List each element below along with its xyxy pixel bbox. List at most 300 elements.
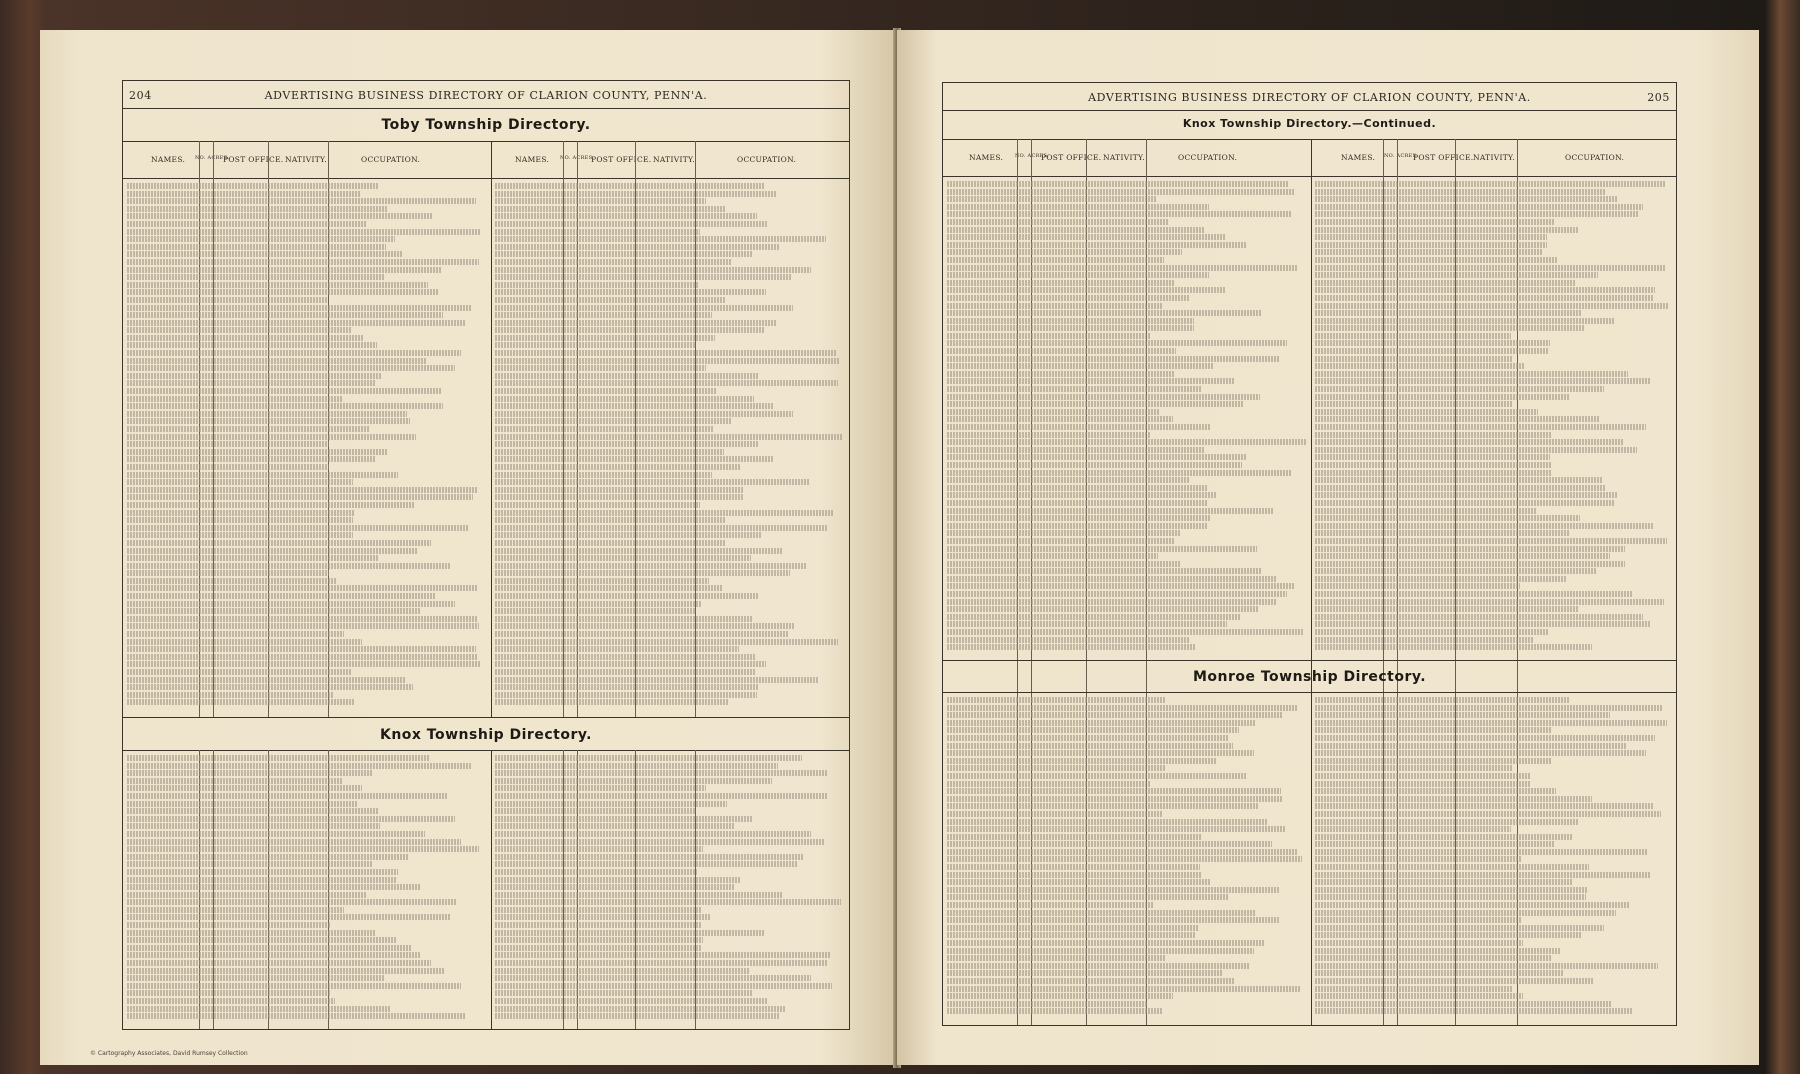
print-line — [127, 297, 328, 303]
print-line — [127, 960, 431, 966]
col-occupation-2: OCCUPATION. — [737, 155, 797, 164]
print-line — [1315, 765, 1513, 771]
print-line — [127, 388, 442, 394]
print-line — [947, 295, 1190, 301]
print-line — [495, 365, 706, 371]
print-line — [1315, 834, 1573, 840]
print-line — [947, 796, 1282, 802]
print-line — [1315, 735, 1655, 741]
print-line — [127, 532, 353, 538]
print-line — [1315, 1008, 1633, 1014]
print-line — [1315, 948, 1560, 954]
print-line — [495, 998, 768, 1004]
print-line — [947, 819, 1268, 825]
print-line — [495, 388, 717, 394]
print-line — [947, 211, 1292, 217]
col-acres-2: NO. ACRES. — [560, 155, 595, 161]
print-line — [495, 839, 825, 845]
print-line — [947, 333, 1150, 339]
print-line — [495, 1013, 779, 1019]
print-line — [495, 403, 774, 409]
print-line — [947, 940, 1265, 946]
print-line — [127, 578, 336, 584]
print-line — [495, 654, 756, 660]
print-line — [947, 834, 1201, 840]
print-line — [127, 289, 438, 295]
footer-credit: © Cartography Associates, David Rumsey Collection — [90, 1050, 248, 1057]
print-line — [947, 386, 1202, 392]
print-line — [127, 930, 376, 936]
print-line — [1315, 637, 1533, 643]
print-line — [1315, 705, 1663, 711]
print-line — [495, 692, 757, 698]
print-line — [495, 206, 726, 212]
print-line — [127, 426, 370, 432]
print-line — [947, 477, 1190, 483]
left-column-header — [123, 141, 849, 179]
print-line — [947, 348, 1176, 354]
print-line — [495, 472, 712, 478]
print-line — [127, 320, 465, 326]
print-line — [1315, 925, 1604, 931]
print-line — [495, 945, 702, 951]
print-line — [127, 846, 479, 852]
print-line — [947, 523, 1208, 529]
print-line — [495, 983, 832, 989]
print-line — [947, 234, 1226, 240]
print-line — [495, 960, 827, 966]
print-line — [495, 510, 833, 516]
col-nativity-r2: NATIVITY. — [1473, 153, 1515, 162]
col-names-r: NAMES. — [969, 153, 1004, 162]
print-line — [947, 864, 1200, 870]
print-line — [127, 601, 455, 607]
print-line — [1315, 872, 1650, 878]
print-line — [947, 432, 1151, 438]
print-line — [947, 727, 1239, 733]
print-line — [947, 1001, 1147, 1007]
print-line — [127, 487, 477, 493]
print-line — [127, 884, 420, 890]
print-line — [1315, 189, 1605, 195]
right-column-header — [943, 139, 1676, 177]
print-line — [495, 502, 700, 508]
print-line — [1315, 796, 1592, 802]
print-line — [127, 305, 471, 311]
print-line — [1315, 758, 1552, 764]
print-line — [127, 472, 398, 478]
left-page-number: 204 — [129, 89, 152, 102]
print-line — [947, 378, 1235, 384]
knox-cont-entries-left — [947, 181, 1307, 652]
print-line — [495, 532, 762, 538]
print-line — [947, 356, 1280, 362]
print-line — [947, 492, 1217, 498]
print-line — [127, 418, 410, 424]
col-post-office: POST OFFICE. — [223, 155, 284, 164]
print-line — [127, 479, 353, 485]
print-line — [947, 910, 1256, 916]
print-line — [127, 699, 355, 705]
print-line — [127, 793, 448, 799]
print-line — [127, 998, 335, 1004]
print-line — [495, 608, 695, 614]
print-line — [947, 287, 1226, 293]
print-line — [1315, 485, 1606, 491]
print-line — [1315, 568, 1596, 574]
right-running-title: ADVERTISING BUSINESS DIRECTORY OF CLARION COUNTY, PENN'A. — [1088, 91, 1531, 104]
print-line — [495, 631, 789, 637]
print-line — [495, 669, 756, 675]
print-line — [127, 555, 378, 561]
print-line — [127, 831, 425, 837]
print-line — [947, 371, 1175, 377]
print-line — [1315, 492, 1617, 498]
print-line — [127, 365, 455, 371]
left-page — [40, 30, 895, 1065]
print-line — [127, 763, 472, 769]
print-line — [947, 856, 1302, 862]
print-line — [1315, 303, 1669, 309]
print-line — [127, 183, 379, 189]
print-line — [495, 699, 729, 705]
print-line — [127, 525, 468, 531]
print-line — [1315, 500, 1615, 506]
print-line — [1315, 599, 1664, 605]
print-line — [1315, 750, 1646, 756]
print-line — [127, 669, 351, 675]
col-names: NAMES. — [151, 155, 186, 164]
print-line — [947, 249, 1182, 255]
print-line — [495, 418, 732, 424]
print-line — [127, 608, 420, 614]
print-line — [947, 325, 1194, 331]
print-line — [127, 952, 421, 958]
print-line — [495, 350, 836, 356]
print-line — [127, 639, 362, 645]
print-line — [1315, 318, 1615, 324]
print-line — [495, 517, 725, 523]
print-line — [947, 424, 1210, 430]
print-line — [1315, 910, 1616, 916]
knox-cont-entries-right — [1315, 181, 1671, 652]
print-line — [1315, 280, 1576, 286]
print-line — [127, 342, 377, 348]
knox-continued-title: Knox Township Directory.—Continued. — [1182, 117, 1437, 130]
print-line — [495, 555, 751, 561]
print-line — [947, 546, 1257, 552]
print-line — [127, 327, 351, 333]
monroe-entries-left — [947, 697, 1307, 1016]
print-line — [127, 570, 329, 576]
print-line — [495, 639, 838, 645]
print-line — [947, 879, 1210, 885]
print-line — [495, 479, 809, 485]
print-line — [127, 937, 396, 943]
print-line — [947, 242, 1246, 248]
print-line — [495, 623, 795, 629]
print-line — [495, 846, 703, 852]
print-line — [947, 705, 1297, 711]
print-line — [1315, 348, 1549, 354]
print-line — [1315, 788, 1556, 794]
print-line — [1315, 879, 1572, 885]
print-line — [1315, 204, 1643, 210]
print-line — [947, 401, 1243, 407]
print-line — [947, 409, 1159, 415]
print-line — [1315, 856, 1521, 862]
print-line — [127, 236, 395, 242]
monroe-directory-title: Monroe Township Directory. — [1192, 669, 1427, 685]
left-page-frame — [122, 80, 850, 1030]
print-line — [947, 811, 1162, 817]
print-line — [1315, 439, 1624, 445]
print-line — [947, 447, 1204, 453]
print-line — [947, 561, 1181, 567]
knox-cont-end-rule — [943, 660, 1676, 661]
print-line — [1315, 826, 1511, 832]
print-line — [495, 785, 706, 791]
print-line — [1315, 621, 1650, 627]
print-line — [1315, 196, 1617, 202]
print-line — [127, 968, 444, 974]
print-line — [127, 335, 363, 341]
print-line — [947, 439, 1307, 445]
print-line — [495, 616, 753, 622]
print-line — [947, 318, 1194, 324]
print-line — [495, 975, 811, 981]
print-line — [947, 485, 1208, 491]
print-line — [127, 229, 481, 235]
print-line — [495, 259, 732, 265]
print-line — [1315, 340, 1550, 346]
print-line — [495, 441, 758, 447]
print-line — [495, 221, 767, 227]
print-line — [495, 335, 715, 341]
print-line — [1315, 515, 1580, 521]
print-line — [127, 221, 366, 227]
print-line — [127, 869, 398, 875]
print-line — [495, 327, 764, 333]
print-line — [495, 869, 697, 875]
print-line — [947, 872, 1202, 878]
print-line — [127, 899, 457, 905]
print-line — [495, 191, 776, 197]
print-line — [127, 267, 442, 273]
print-line — [1315, 454, 1550, 460]
print-line — [947, 416, 1173, 422]
print-line — [127, 770, 373, 776]
print-line — [127, 661, 480, 667]
print-line — [947, 826, 1285, 832]
print-line — [947, 902, 1153, 908]
print-line — [947, 925, 1199, 931]
print-line — [1315, 181, 1666, 187]
print-line — [495, 677, 819, 683]
print-line — [127, 396, 342, 402]
print-line — [1315, 841, 1555, 847]
print-line — [1315, 644, 1592, 650]
col-post-office-r2: POST OFFICE. — [1413, 153, 1474, 162]
print-line — [127, 251, 403, 257]
print-line — [1315, 1001, 1612, 1007]
col-post-office-r: POST OFFICE. — [1041, 153, 1102, 162]
print-line — [495, 968, 749, 974]
print-line — [1315, 864, 1589, 870]
print-line — [495, 274, 791, 280]
print-line — [947, 280, 1175, 286]
print-line — [947, 583, 1294, 589]
print-line — [495, 763, 778, 769]
print-line — [127, 456, 376, 462]
print-line — [947, 803, 1258, 809]
print-line — [127, 631, 344, 637]
print-line — [1315, 386, 1604, 392]
print-line — [1315, 576, 1566, 582]
print-line — [1315, 546, 1625, 552]
print-line — [947, 765, 1165, 771]
print-line — [947, 894, 1228, 900]
print-line — [1315, 424, 1646, 430]
print-line — [1315, 538, 1667, 544]
print-line — [495, 930, 765, 936]
print-line — [1315, 325, 1585, 331]
print-line — [495, 183, 765, 189]
print-line — [127, 755, 430, 761]
print-line — [127, 922, 331, 928]
print-line — [495, 937, 703, 943]
print-line — [947, 257, 1164, 263]
print-line — [127, 623, 479, 629]
print-line — [947, 508, 1273, 514]
print-line — [947, 637, 1189, 643]
print-line — [947, 553, 1158, 559]
print-line — [1315, 211, 1639, 217]
right-page-number: 205 — [1647, 91, 1670, 104]
print-line — [495, 877, 740, 883]
print-line — [495, 884, 734, 890]
print-line — [1315, 470, 1552, 476]
print-line — [127, 593, 435, 599]
print-line — [947, 720, 1256, 726]
print-line — [495, 778, 772, 784]
print-line — [127, 403, 443, 409]
print-line — [127, 441, 329, 447]
print-line — [947, 712, 1282, 718]
print-line — [127, 646, 476, 652]
print-line — [495, 487, 743, 493]
print-line — [495, 449, 724, 455]
print-line — [127, 616, 477, 622]
print-line — [127, 540, 431, 546]
print-line — [127, 816, 455, 822]
print-line — [127, 274, 384, 280]
print-line — [127, 464, 329, 470]
print-line — [495, 907, 702, 913]
print-line — [1315, 234, 1547, 240]
col-nativity-2: NATIVITY. — [653, 155, 695, 164]
print-line — [127, 191, 360, 197]
print-line — [947, 750, 1254, 756]
print-line — [495, 570, 790, 576]
print-line — [1315, 378, 1651, 384]
print-line — [1315, 932, 1582, 938]
print-line — [127, 677, 406, 683]
print-line — [495, 434, 843, 440]
print-line — [947, 530, 1180, 536]
col-occupation-r2: OCCUPATION. — [1565, 153, 1625, 162]
left-running-head — [123, 89, 849, 107]
print-line — [1315, 902, 1630, 908]
print-line — [127, 983, 461, 989]
print-line — [127, 206, 387, 212]
print-line — [1315, 811, 1661, 817]
print-line — [495, 578, 709, 584]
print-line — [1315, 591, 1633, 597]
print-line — [1315, 447, 1637, 453]
print-line — [1315, 629, 1549, 635]
print-line — [1315, 227, 1579, 233]
print-line — [495, 801, 727, 807]
toby-directory-title: Toby Township Directory. — [381, 117, 591, 133]
print-line — [1315, 287, 1655, 293]
print-line — [947, 978, 1235, 984]
print-line — [947, 917, 1280, 923]
print-line — [495, 563, 807, 569]
print-line — [1315, 803, 1654, 809]
knox-entries-left — [127, 755, 487, 1021]
print-line — [947, 303, 1162, 309]
print-line — [1315, 978, 1594, 984]
knox-directory-title: Knox Township Directory. — [379, 727, 593, 743]
col-acres-r: NO. ACRES. — [1015, 153, 1050, 159]
toby-entries-left — [127, 183, 487, 707]
print-line — [495, 396, 754, 402]
print-line — [495, 770, 828, 776]
print-line — [947, 204, 1209, 210]
print-line — [127, 1006, 391, 1012]
print-line — [495, 1006, 785, 1012]
print-line — [1315, 257, 1557, 263]
print-line — [127, 411, 407, 417]
print-line — [127, 350, 461, 356]
print-line — [947, 219, 1168, 225]
print-line — [1315, 295, 1653, 301]
print-line — [495, 411, 793, 417]
print-line — [495, 854, 804, 860]
print-line — [127, 808, 378, 814]
print-line — [495, 236, 826, 242]
print-line — [495, 312, 712, 318]
print-line — [495, 320, 776, 326]
print-line — [495, 892, 783, 898]
right-page — [897, 30, 1759, 1065]
print-line — [127, 877, 397, 883]
print-line — [947, 993, 1173, 999]
print-line — [947, 614, 1241, 620]
print-line — [1315, 553, 1610, 559]
print-line — [495, 601, 702, 607]
print-line — [947, 599, 1276, 605]
toby-end-rule — [123, 717, 849, 718]
print-line — [495, 823, 735, 829]
print-line — [1315, 363, 1524, 369]
print-line — [495, 525, 827, 531]
print-line — [127, 548, 417, 554]
knox-head-rule — [123, 750, 849, 751]
print-line — [495, 661, 766, 667]
print-line — [495, 244, 780, 250]
